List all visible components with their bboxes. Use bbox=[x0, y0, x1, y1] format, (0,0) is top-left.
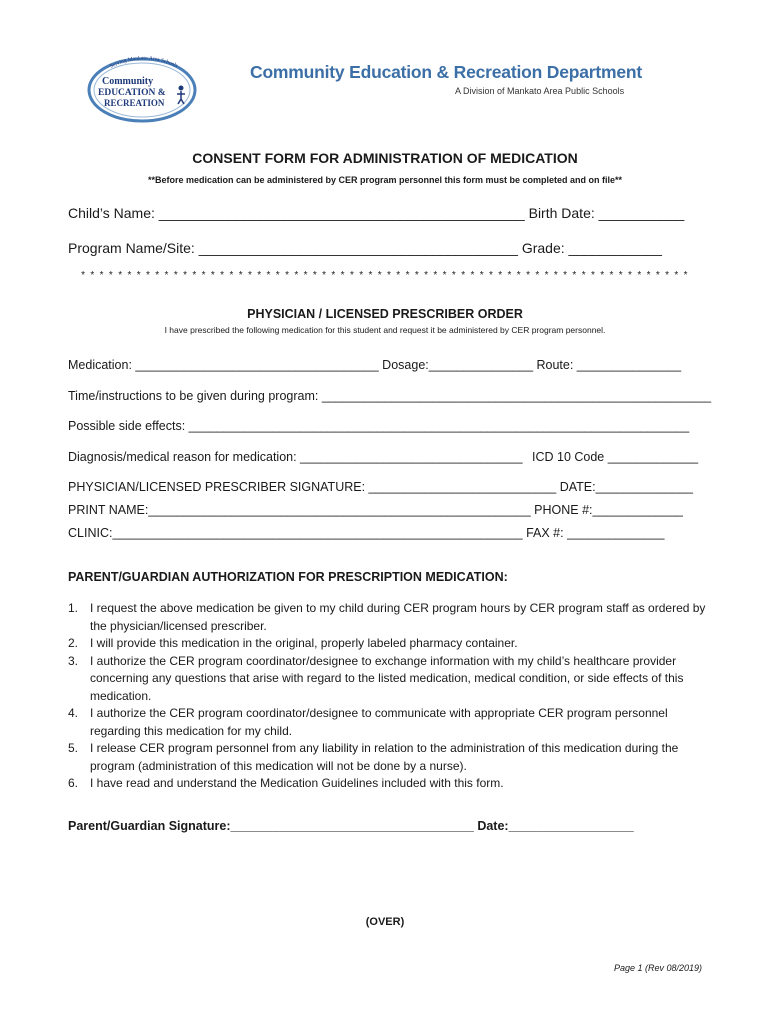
over-label: (OVER) bbox=[365, 916, 405, 928]
clinic-field[interactable]: CLINIC:___________________________________________________________ FAX #: ______________ bbox=[68, 526, 665, 540]
physician-signature-field[interactable]: PHYSICIAN/LICENSED PRESCRIBER SIGNATURE: ___________________________ DATE:______________ bbox=[68, 480, 693, 494]
icd-code-field[interactable]: ICD 10 Code _____________ bbox=[532, 450, 699, 464]
list-item bbox=[68, 635, 708, 653]
medication-field[interactable]: Medication: ___________________________________ Dosage:_______________ Route: _______________ bbox=[68, 358, 682, 372]
star-divider: * * * * * * * * * * * * * * * * * * * * * * * * * * * * * * * * * * * * * * * * * * * * * * * * * * * * * * * * * * * * * * * * * * bbox=[81, 270, 689, 281]
list-text: I have read and understand the Medication Guidelines included with this form. bbox=[90, 776, 504, 790]
diagnosis-field[interactable]: Diagnosis/medical reason for medication: ________________________________ bbox=[68, 450, 523, 464]
list-number: 2. bbox=[68, 636, 79, 650]
cer-logo bbox=[86, 52, 198, 124]
list-number: 4. bbox=[68, 706, 79, 720]
page-number: Page 1 (Rev 08/2019) bbox=[613, 963, 702, 973]
list-item bbox=[68, 600, 708, 635]
child-name-field[interactable]: Child’s Name: _______________________________________________ Birth Date: ___________ bbox=[68, 205, 685, 221]
list-item bbox=[68, 775, 708, 793]
list-number: 1. bbox=[68, 601, 79, 615]
list-text: I will provide this medication in the original, properly labeled pharmacy container. bbox=[90, 636, 518, 650]
physician-section-note: I have prescribed the following medication for this student and request it be administered by CER program personnel. bbox=[164, 325, 606, 335]
logo-line-1: Community bbox=[102, 76, 154, 87]
list-number: 5. bbox=[68, 741, 79, 755]
list-text: I authorize the CER program coordinator/designee to communicate with appropriate CER program personnel regarding this medication for my child. bbox=[90, 706, 668, 738]
list-item bbox=[68, 653, 708, 706]
logo-line-2: EDUCATION & bbox=[98, 88, 166, 98]
list-text: I request the above medication be given to my child during CER program hours by CER program staff as ordered by the physician/licensed prescriber. bbox=[90, 601, 706, 633]
logo-line-3: RECREATION bbox=[104, 98, 165, 108]
form-note: **Before medication can be administered by CER program personnel this form must be completed and on file** bbox=[147, 175, 623, 185]
list-number: 6. bbox=[68, 776, 79, 790]
parent-signature-field[interactable]: Parent/Guardian Signature:___________________________________ Date:__________________ bbox=[68, 819, 634, 833]
list-text: I release CER program personnel from any liability in relation to the administration of this medication during the program (administration of this medication will not be done by a nurse). bbox=[90, 741, 679, 773]
form-title: CONSENT FORM FOR ADMINISTRATION OF MEDICATION bbox=[192, 150, 578, 166]
list-item bbox=[68, 705, 708, 740]
list-number: 3. bbox=[68, 653, 79, 668]
department-title: Community Education & Recreation Department bbox=[250, 62, 643, 82]
list-item bbox=[68, 740, 708, 775]
side-effects-field[interactable]: Possible side effects: ________________________________________________________________________ bbox=[68, 419, 690, 433]
physician-section-title: PHYSICIAN / LICENSED PRESCRIBER ORDER bbox=[247, 307, 523, 321]
department-heading bbox=[250, 62, 642, 96]
list-text: I authorize the CER program coordinator/designee to exchange information with my child’s healthcare provider concerning any questions that arise with regard to the listed medication, medical condition, or side effects of this medication. bbox=[90, 653, 684, 703]
program-site-field[interactable]: Program Name/Site: _________________________________________ Grade: ____________ bbox=[68, 240, 662, 256]
logo-arc-text: Serving Mankato Area Schools bbox=[109, 55, 179, 70]
parent-section-title: PARENT/GUARDIAN AUTHORIZATION FOR PRESCRIPTION MEDICATION: bbox=[68, 570, 508, 584]
authorization-list bbox=[68, 600, 708, 793]
print-name-field[interactable]: PRINT NAME:_______________________________________________________ PHONE #:_____________ bbox=[68, 503, 683, 517]
time-instructions-field[interactable]: Time/instructions to be given during program: ________________________________________________________ bbox=[68, 389, 712, 403]
cer-logo-graphic bbox=[86, 52, 198, 124]
logo-figure-icon bbox=[179, 86, 184, 91]
department-subtitle: A Division of Mankato Area Public Schools bbox=[455, 86, 625, 96]
